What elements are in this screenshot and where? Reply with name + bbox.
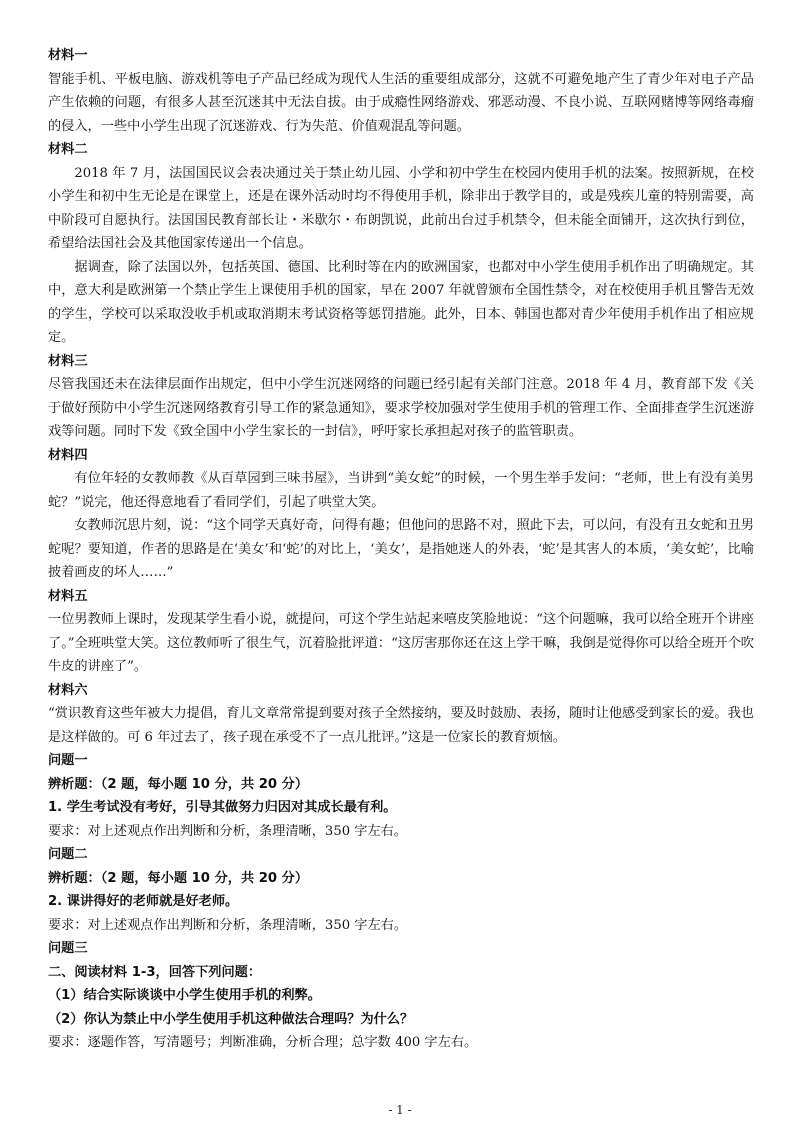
question-1-requirement: 要求：对上述观点作出判断和分析，条理清晰，350 字左右。 bbox=[48, 823, 408, 839]
material-6-paragraph: “赏识教育这些年被大力提倡，育儿文章常常提到要对孩子全然接纳，要及时鼓励、表扬，随时让他感受到家长的爱。我也是这样做的。可 6 年过去了，孩子现在承受不了一点儿批评。”这是一位家长的教育烦恼。 bbox=[48, 706, 754, 745]
question-1-type: 辨析题：（2 题，每小题 10 分，共 20 分） bbox=[48, 776, 309, 792]
question-3-sub-1: （1）结合实际谈谈中小学生使用手机的利弊。 bbox=[48, 988, 321, 1003]
question-3-sub-2: （2）你认为禁止中小学生使用手机这种做法合理吗？为什么？ bbox=[48, 1011, 414, 1027]
question-2-title: 问题二 bbox=[48, 847, 88, 862]
material-1-paragraph: 智能手机、平板电脑、游戏机等电子产品已经成为现代人生活的重要组成部分，这就不可避免地产生了青少年对电子产品产生依赖的问题，有很多人甚至沉迷其中无法自拔。由于成瘾性网络游戏、邪恶动漫、不良小说、互联网赌博等网络毒瘤的侵入，一些中小学生出现了沉迷游戏、行为失范、价值观混乱等问题。 bbox=[48, 71, 754, 134]
material-5-title: 材料五 bbox=[48, 588, 88, 604]
material-2-paragraph-2: 据调查，除了法国以外，包括英国、德国、比利时等在内的欧洲国家，也都对中小学生使用手机作出了明确规定。其中，意大利是欧洲第一个禁止学生上课使用手机的国家，早在 2007 年就曾颁布全国性禁令，对在校使用手机且警告无效的学生，学校可以采取没收手机或取消期末考试资格等惩罚措施。此外，日本、韩国也都对青少年使用手机作出了相应规定。 bbox=[48, 259, 754, 345]
material-5-paragraph: 一位男教师上课时，发现某学生看小说，就提问，可这个学生站起来嘻皮笑脸地说：“这个问题嘛，我可以给全班开个讲座了。”全班哄堂大笑。这位教师听了很生气，沉着脸批评道：“这厉害那你还在这上学干嘛，我倒是觉得你可以给全班开个吹牛皮的讲座了”。 bbox=[48, 612, 754, 674]
question-2-statement: 2. 课讲得好的老师就是好老师。 bbox=[48, 894, 239, 909]
document-body bbox=[48, 44, 754, 1055]
question-2-type: 辨析题：（2 题，每小题 10 分，共 20 分） bbox=[48, 870, 309, 886]
material-4-paragraph-1: 有位年轻的女教师教《从百草园到三味书屋》，当讲到“美女蛇”的时候，一个男生举手发问：“老师，世上有没有美男蛇？”说完，他还得意地看了看同学们，引起了哄堂大笑。 bbox=[48, 471, 754, 510]
question-3-intro: 二、阅读材料 1-3，回答下列问题： bbox=[48, 964, 262, 980]
page-number: - 1 - bbox=[388, 1103, 412, 1117]
material-6-title: 材料六 bbox=[48, 682, 88, 698]
material-2-paragraph-1: 2018 年 7 月，法国国民议会表决通过关于禁止幼儿园、小学和初中学生在校园内使用手机的法案。按照新规，在校小学生和初中生无论是在课堂上，还是在课外活动时均不得使用手机，除非出于教学目的，或是残疾儿童的特别需要，高中阶段可自愿执行。法国国民教育部长让・米歇尔・布朗凯说，此前出台过手机禁令，但未能全面铺开，这次执行到位，希望给法国社会及其他国家传递出一个信息。 bbox=[48, 165, 754, 251]
question-1-title: 问题一 bbox=[48, 753, 88, 768]
material-1-title: 材料一 bbox=[48, 48, 88, 63]
material-4-paragraph-2: 女教师沉思片刻，说：“这个同学天真好奇，问得有趣；但他问的思路不对，照此下去，可以问，有没有丑女蛇和丑男蛇呢？要知道，作者的思路是在‘美女’和‘蛇’的对比上，‘美女’，是指她迷人的外表，‘蛇’是其害人的本质，‘美女蛇’，比喻披着画皮的坏人……” bbox=[48, 518, 754, 580]
material-4-title: 材料四 bbox=[48, 447, 88, 463]
question-3-title: 问题三 bbox=[48, 941, 88, 956]
material-2-title: 材料二 bbox=[48, 142, 88, 157]
material-3-paragraph: 尽管我国还未在法律层面作出规定，但中小学生沉迷网络的问题已经引起有关部门注意。2018 年 4 月，教育部下发《关于做好预防中小学生沉迷网络教育引导工作的紧急通知》，要求学校加强对学生使用手机的管理工作、全面排查学生沉迷游戏等问题。同时下发《致全国中小学生家长的一封信》，呼吁家长承担起对孩子的监管职责。 bbox=[48, 377, 754, 439]
question-3-requirement: 要求：逐题作答，写清题号；判断准确，分析合理；总字数 400 字左右。 bbox=[48, 1035, 478, 1050]
material-3-title: 材料三 bbox=[48, 353, 88, 369]
question-1-statement: 1. 学生考试没有考好，引导其做努力归因对其成长最有利。 bbox=[48, 800, 397, 815]
question-2-requirement: 要求：对上述观点作出判断和分析，条理清晰，350 字左右。 bbox=[48, 917, 408, 933]
